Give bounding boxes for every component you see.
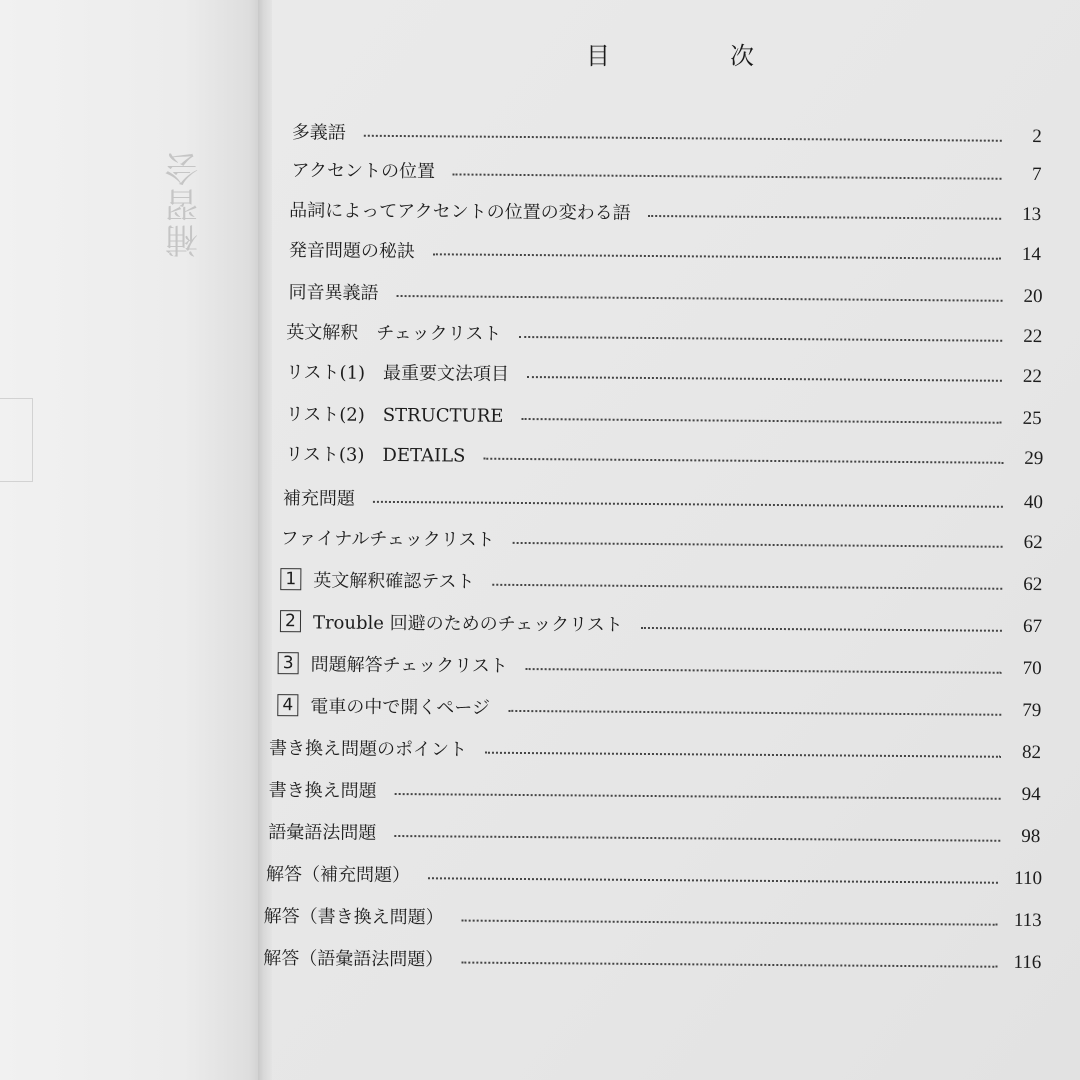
toc-entry-page: 20 bbox=[1023, 285, 1043, 308]
section-number-box: 4 bbox=[277, 694, 298, 716]
toc-entry bbox=[286, 316, 1042, 352]
toc-entry-title: 解答（書き換え問題） bbox=[263, 905, 444, 929]
section-number-box: 1 bbox=[280, 568, 301, 590]
dot-leader bbox=[364, 135, 1002, 142]
toc-entry bbox=[288, 276, 1042, 312]
toc-entry-page: 2 bbox=[1032, 125, 1042, 148]
toc-entry-page: 67 bbox=[1022, 615, 1043, 638]
dot-leader bbox=[493, 584, 1003, 590]
toc-entry-page: 7 bbox=[1031, 163, 1042, 186]
toc-entry bbox=[280, 564, 1042, 600]
toc-entry-title bbox=[278, 650, 508, 678]
table-of-contents bbox=[263, 112, 1050, 1018]
toc-entry bbox=[280, 606, 1042, 642]
dot-leader bbox=[485, 752, 1001, 758]
toc-entry-label: 問題解答チェックリスト bbox=[310, 654, 508, 677]
toc-entry-title: 語彙語法問題 bbox=[268, 822, 377, 844]
dot-leader bbox=[641, 627, 1002, 632]
toc-entry-page: 113 bbox=[1013, 909, 1042, 932]
dot-leader bbox=[508, 710, 1001, 716]
toc-entry-title bbox=[277, 692, 490, 720]
toc-entry-label: Trouble 回避のためのチェックリスト bbox=[312, 612, 623, 636]
toc-entry bbox=[277, 690, 1041, 726]
dot-leader bbox=[373, 501, 1003, 508]
toc-entry-title: 品詞によってアクセントの位置の変わる語 bbox=[289, 200, 631, 224]
toc-entry bbox=[268, 816, 1040, 852]
toc-entry-page: 116 bbox=[1013, 951, 1042, 974]
toc-entry-page: 29 bbox=[1024, 447, 1044, 470]
toc-entry-title: 書き換え問題 bbox=[268, 780, 377, 802]
left-page-bleed-text: 補習会 bbox=[165, 150, 205, 258]
dot-leader bbox=[526, 668, 1002, 674]
dot-leader bbox=[483, 458, 1003, 464]
dot-leader bbox=[394, 835, 1000, 842]
toc-entry bbox=[291, 154, 1041, 190]
dot-leader bbox=[461, 962, 997, 968]
toc-entry bbox=[285, 438, 1043, 474]
toc-entry-page: 13 bbox=[1022, 203, 1042, 226]
toc-entry-page: 79 bbox=[1022, 699, 1042, 722]
dot-leader bbox=[462, 920, 998, 926]
toc-entry-title bbox=[280, 608, 623, 637]
left-page-bleed-box bbox=[0, 398, 33, 482]
toc-entry-label: 英文解釈確認テスト bbox=[313, 570, 475, 593]
toc-entry-title: リスト(1) 最重要文法項目 bbox=[285, 362, 510, 385]
page-title: 目 次 bbox=[586, 42, 802, 70]
toc-entry bbox=[269, 774, 1041, 810]
toc-entry-label: 電車の中で開くページ bbox=[310, 696, 491, 719]
section-number-box: 3 bbox=[278, 652, 299, 674]
dot-leader bbox=[512, 542, 1002, 548]
toc-entry-page: 14 bbox=[1021, 243, 1041, 266]
left-page bbox=[0, 0, 262, 1080]
toc-entry bbox=[278, 648, 1042, 684]
toc-entry-title: アクセントの位置 bbox=[291, 160, 436, 183]
dot-leader bbox=[395, 793, 1001, 800]
toc-entry-title: 書き換え問題のポイント bbox=[268, 738, 468, 761]
toc-entry-page: 25 bbox=[1022, 407, 1042, 430]
toc-entry-title: リスト(2) STRUCTURE bbox=[285, 404, 504, 427]
toc-entry-page: 62 bbox=[1023, 531, 1043, 554]
dot-leader bbox=[428, 877, 998, 883]
toc-entry bbox=[281, 522, 1043, 558]
toc-entry-title: ファイナルチェックリスト bbox=[280, 528, 495, 551]
toc-entry bbox=[286, 356, 1042, 392]
dot-leader bbox=[649, 215, 1002, 220]
dot-leader bbox=[519, 336, 1002, 342]
toc-entry-page: 82 bbox=[1021, 741, 1042, 764]
toc-entry-page: 110 bbox=[1014, 867, 1043, 890]
toc-entry-page: 40 bbox=[1023, 491, 1044, 514]
toc-entry-page: 70 bbox=[1022, 657, 1042, 680]
toc-entry-title bbox=[280, 566, 474, 594]
toc-entry bbox=[289, 194, 1041, 230]
dot-leader bbox=[521, 418, 1001, 424]
toc-entry-title: 英文解釈 チェックリスト bbox=[286, 322, 502, 345]
toc-entry bbox=[286, 398, 1042, 434]
toc-entry-page: 22 bbox=[1023, 325, 1043, 348]
section-number-box: 2 bbox=[280, 610, 301, 632]
dot-leader bbox=[397, 295, 1003, 302]
toc-entry-title: リスト(3) DETAILS bbox=[285, 444, 466, 467]
toc-entry-page: 98 bbox=[1021, 825, 1041, 848]
toc-entry-title: 解答（補充問題） bbox=[265, 863, 411, 887]
toc-entry bbox=[266, 858, 1042, 894]
toc-entry bbox=[269, 732, 1041, 768]
toc-entry bbox=[283, 482, 1043, 518]
dot-leader bbox=[453, 173, 1002, 179]
toc-entry-title: 補充問題 bbox=[282, 488, 356, 510]
toc-entry-page: 22 bbox=[1022, 365, 1043, 388]
toc-entry-title: 同音異義語 bbox=[288, 282, 379, 304]
toc-entry bbox=[264, 900, 1042, 936]
toc-entry-title: 発音問題の秘訣 bbox=[288, 240, 415, 263]
dot-leader bbox=[527, 376, 1002, 382]
toc-entry-page: 62 bbox=[1023, 573, 1043, 596]
toc-entry-page: 94 bbox=[1021, 783, 1041, 806]
toc-entry-title: 解答（語彙語法問題） bbox=[263, 947, 444, 971]
toc-entry bbox=[292, 116, 1042, 152]
toc-entry bbox=[263, 942, 1041, 978]
dot-leader bbox=[433, 253, 1001, 259]
toc-entry bbox=[289, 234, 1041, 270]
toc-entry-title: 多義語 bbox=[291, 122, 346, 144]
